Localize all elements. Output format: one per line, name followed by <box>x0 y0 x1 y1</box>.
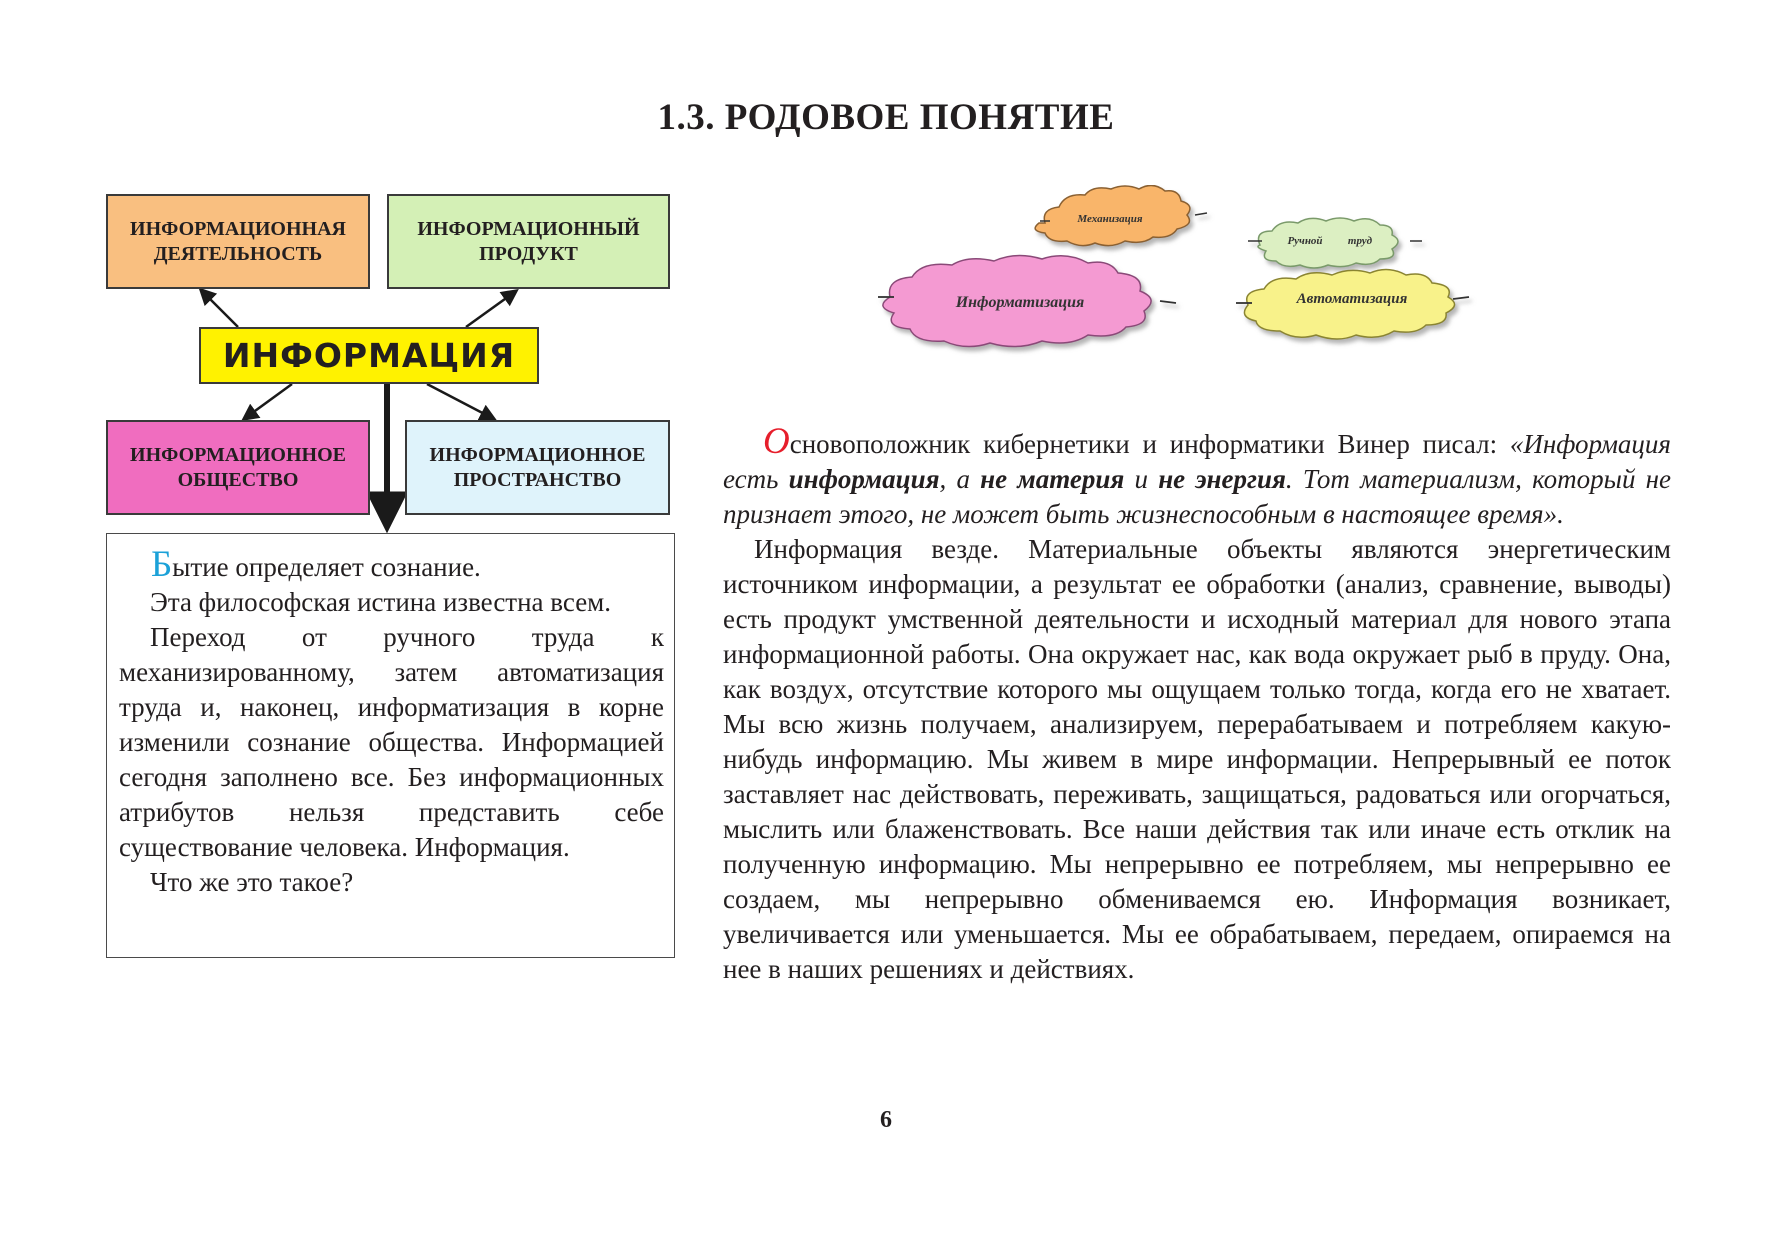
frame-paragraph-1: Бытие определяет сознание. <box>151 544 481 585</box>
box-space: ИНФОРМАЦИОННОЕ ПРОСТРАНСТВО <box>405 420 670 515</box>
box-activity: ИНФОРМАЦИОННАЯ ДЕЯТЕЛЬНОСТЬ <box>106 194 370 289</box>
arrow-to-space <box>427 384 494 419</box>
drop-cap: О <box>763 421 790 462</box>
frame-paragraph-3: Переход от ручного труда к механизированному, затем автоматизация труда и, наконец, информатизация в корне изменили сознание общества. Информацией сегодня заполнено все. Без информационных атрибутов нельзя представить себе существование человека. Информация. <box>119 622 664 862</box>
drop-cap: Б <box>151 544 173 585</box>
page-title: 1.3. РОДОВОЕ ПОНЯТИЕ <box>657 97 1115 138</box>
box-information: ИНФОРМАЦИЯ <box>199 327 539 384</box>
frame-paragraph-2: Эта философская истина известна всем. <box>150 587 612 617</box>
body-text <box>723 421 1672 987</box>
cloud-label-mechanization: Механизация <box>1077 213 1143 225</box>
cloud-label-manual: Ручной <box>1287 235 1323 247</box>
arrow-to-product <box>466 291 516 327</box>
arrow-to-society <box>244 384 292 419</box>
quote: «Информация есть информация, а не материя и не энергия. Тот материализм, который не признает этого, не может быть жизнеспособным в настоящее время». <box>723 429 1672 529</box>
cloud-label-informatization: Информатизация <box>955 294 1085 311</box>
wiener-quote-paragraph: Основоположник кибернетики и информатики Винер писал: «Информация есть информация, а не материя и не энергия. Тот материализм, который не признает этого, не может быть жизнеспособным в настоящее время». <box>723 421 1672 529</box>
body-paragraph-2: Информация везде. Материальные объекты являются энергетическим источником информации, а результат ее обработки (анализ, сравнение, выводы) есть продукт умственной деятельности и исходный материал для нового этапа информационной работы. Она окружает нас, как вода окружает рыб в пруду. Она, как воздух, отсутствие которого мы ощущаем только тогда, когда его не хватает. Мы всю жизнь получаем, анализируем, перерабатываем и потребляем какую-нибудь информацию. Мы живем в мире информации. Непрерывный ее поток заставляет нас действовать, переживать, защищаться, радоваться или огорчаться, мыслить или блаженствовать. Все наши действия так или иначе есть отклик на полученную информацию. Мы непрерывно ее потребляем, мы непрерывно ее создаем, мы непрерывно обмениваемся ею. Информация возникает, увеличивается или уменьшается. Мы ее обрабатываем, передаем, опираемся на нее в наших решениях и действиях. <box>723 534 1671 984</box>
box-society: ИНФОРМАЦИОННОЕ ОБЩЕСТВО <box>106 420 370 515</box>
cloud-label-automation: Автоматизация <box>1296 291 1408 307</box>
box-product: ИНФОРМАЦИОННЫЙ ПРОДУКТ <box>387 194 670 289</box>
arrow-to-activity <box>201 290 238 327</box>
cloud-label-labor: труд <box>1347 235 1373 247</box>
frame-text <box>119 544 664 900</box>
page-number: 6 <box>880 1107 892 1133</box>
clouds-illustration <box>870 185 1570 375</box>
frame-paragraph-4: Что же это такое? <box>150 867 354 897</box>
cloud-manual-labor <box>1248 218 1422 268</box>
